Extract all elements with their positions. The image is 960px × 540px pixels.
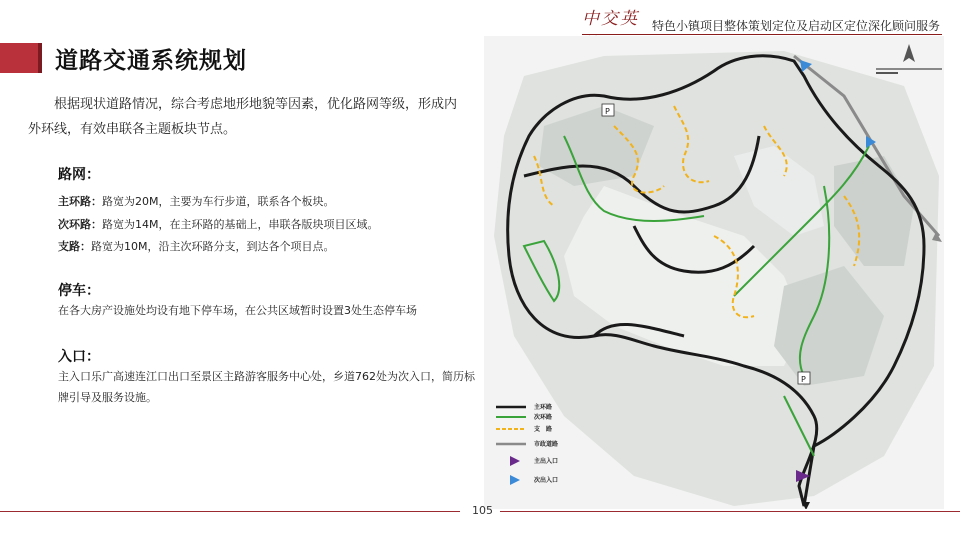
title-accent-bar xyxy=(0,43,38,73)
road-item-term: 支路： xyxy=(58,240,91,253)
road-item-desc: 路宽为10M，沿主次环路分支，到达各个项目点。 xyxy=(91,240,335,253)
entrance-text: 主入口乐广高速连江口出口至景区主路游客服务中心处，乡道762处为次入口，简历标牌引导及服务设施。 xyxy=(58,370,475,404)
legend-label: 主出入口 xyxy=(534,458,559,465)
title-accent-bar-dark xyxy=(38,43,42,73)
road-item-term: 次环路： xyxy=(58,218,102,231)
footer-rule-right xyxy=(500,511,960,512)
page-number: 105 xyxy=(472,504,493,517)
road-item-main xyxy=(58,193,335,209)
parking-marker xyxy=(602,104,614,116)
header-divider xyxy=(582,34,942,35)
parking-marker xyxy=(798,372,810,384)
roads-heading: 路网： xyxy=(58,167,100,183)
company-logo: 中交英 xyxy=(582,9,639,29)
intro-paragraph: 根据现状道路情况，综合考虑地形地貌等因素，优化路网等级，形成内外环线，有效串联各主题板块节点。 xyxy=(28,97,458,137)
header-title: 特色小镇项目整体策划定位及启动区定位深化顾问服务 xyxy=(651,19,940,33)
parking-marker-label: P xyxy=(605,107,610,116)
road-item-desc: 路宽为14M，在主环路的基础上，串联各版块项目区域。 xyxy=(102,218,379,231)
legend-label: 次出入口 xyxy=(534,477,559,484)
road-item-term: 主环路： xyxy=(58,195,102,208)
north-arrow-icon xyxy=(876,44,942,74)
parking-heading: 停车： xyxy=(58,283,100,299)
entrance-heading: 入口： xyxy=(58,349,100,365)
legend-label: 主环路 xyxy=(534,404,553,411)
parking-marker-label: P xyxy=(801,375,806,384)
map-legend xyxy=(496,403,558,485)
road-item-branch xyxy=(58,238,335,254)
footer-rule-left xyxy=(0,511,460,512)
road-plan-map xyxy=(484,36,944,509)
legend-label: 支 路 xyxy=(534,426,553,433)
parking-text: 在各大房产设施处均设有地下停车场，在公共区域暂时设置3处生态停车场 xyxy=(58,304,417,317)
legend-label: 次环路 xyxy=(534,414,553,421)
road-item-secondary xyxy=(58,216,379,232)
page-title: 道路交通系统规划 xyxy=(55,48,247,74)
road-item-desc: 路宽为20M，主要为车行步道，联系各个板块。 xyxy=(102,195,335,208)
legend-label: 市政道路 xyxy=(534,441,559,448)
